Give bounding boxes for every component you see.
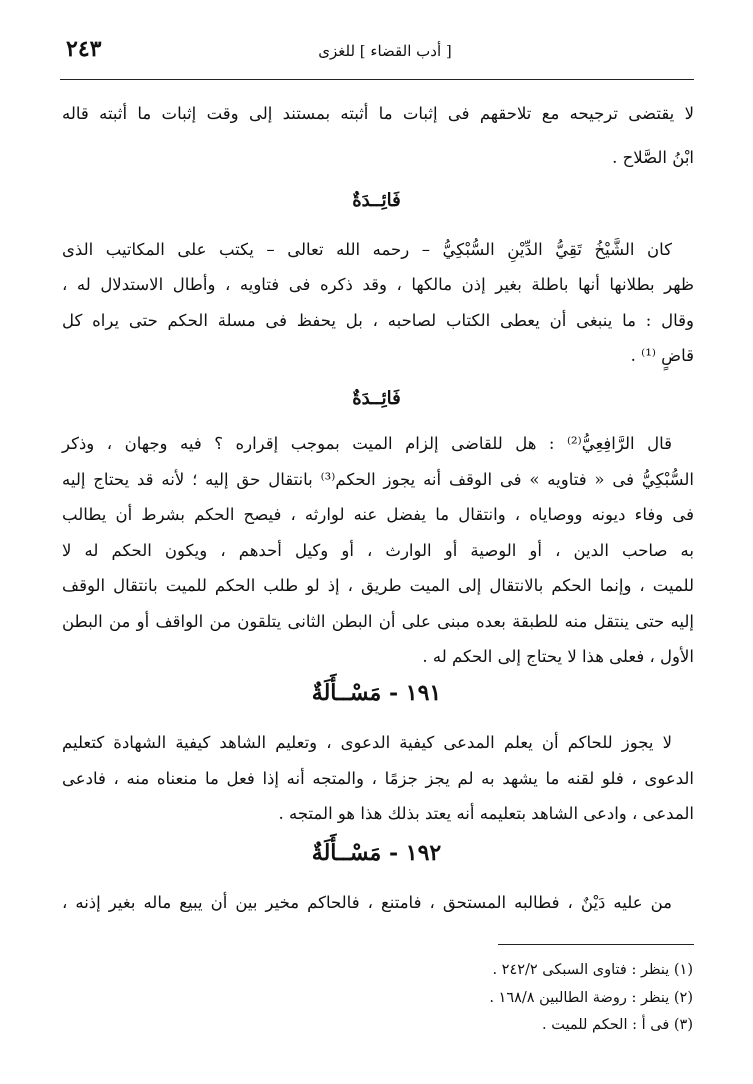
issue-heading-192: ١٩٢ - مَسْــأَلَةٌ (311, 840, 442, 866)
paragraph-line: إليه حتى ينتقل منه للطبقة بعده مبنى على أن البطن الثانى يتلقون من الواقف أو من البطن (62, 612, 694, 631)
paragraph-line: فى وفاء ديونه ووصاياه ، وانتقال ما يفضل عنه لوارثه ، فيصح الحكم بشرط أن يطالب (62, 505, 694, 524)
paragraph-line: من عليه دَيْنٌ ، فطالبه المستحق ، فامتنع ، فالحاكم مخير بين أن يبيع ماله بغير إذنه ، (62, 893, 672, 912)
running-title: [ أدب القضاء ] للغزى (318, 42, 452, 60)
paragraph-line: المدعى ، وادعى الشاهد بتعليمه أنه يعتد بذلك هذا هو المتجه . (278, 804, 694, 823)
section-heading-faida: فَائِــدَةٌ (352, 190, 401, 211)
header-rule (60, 79, 694, 80)
paragraph-line: للميت ، وإنما الحكم بالانتقال إلى الميت طريق ، إذ لو طلب الحكم للميت بانتقال الوقف (62, 576, 694, 595)
paragraph-line: ابْنُ الصَّلاح . (612, 148, 694, 167)
paragraph-line: وقال : ما ينبغى أن يعطى الكتاب لصاحبه ، بل يحفظ فى مسلة الحكم حتى يراه كل (62, 311, 694, 330)
paragraph-line: الأول ، فعلى هذا لا يحتاج إلى الحكم له . (422, 647, 694, 666)
paragraph-line: السُّبْكِيُّ فى « فتاويه » فى الوقف أنه يجوز الحكم⁽³⁾ بانتقال حق إليه ؛ لأنه قد يحتاج إليه (62, 470, 694, 489)
paragraph-line: لا يقتضى ترجيحه مع تلاحقهم فى إثبات ما أثبته بمستند إلى وقت إثبات ما أثبته قاله (62, 104, 694, 123)
paragraph-line: به صاحب الدين ، أو الوصية أو الوارث ، أو وكيل أحدهم ، ويكون الحكم له لا (62, 541, 694, 560)
footnote: (٣) فى أ : الحكم للميت . (542, 1017, 693, 1033)
paragraph-line: لا يجوز للحاكم أن يعلم المدعى كيفية الدعوى ، وتعليم الشاهد كيفية الشهادة كتعليم (62, 733, 672, 752)
footnote: (٢) ينظر : روضة الطالبين ١٦٨/٨ . (489, 990, 693, 1006)
footnote: (١) ينظر : فتاوى السبكى ٢٤٢/٢ . (492, 962, 693, 978)
paragraph-line: قاضٍ ⁽¹⁾ . (630, 346, 694, 365)
paragraph-line: قال الرَّافِعِيُّ⁽²⁾ : هل للقاضى إلزام الميت بموجب إقراره ؟ فيه وجهان ، وذكر (62, 434, 672, 453)
issue-heading-191: ١٩١ - مَسْــأَلَةٌ (311, 680, 442, 706)
paragraph-line: الدعوى ، فلو لقنه ما يشهد به لم يجز جزمًا ، والمتجه أنه إذا فعل ما منعناه منه ، فادعى (62, 769, 694, 788)
paragraph-line: كان الشَّيْخُ تَقِيُّ الدِّيْنِ السُّبْكِيُّ – رحمه الله تعالى – يكتب على المكاتيب الذى (62, 240, 672, 259)
section-heading-faida: فَائِــدَةٌ (352, 388, 401, 409)
page-number: ٢٤٣ (66, 36, 102, 62)
footnote-rule (498, 944, 694, 945)
paragraph-line: ظهر بطلانها أنها باطلة بغير إذن مالكها ، وقد ذكره فى فتاويه ، وأطال الاستدلال له ، (62, 275, 694, 294)
